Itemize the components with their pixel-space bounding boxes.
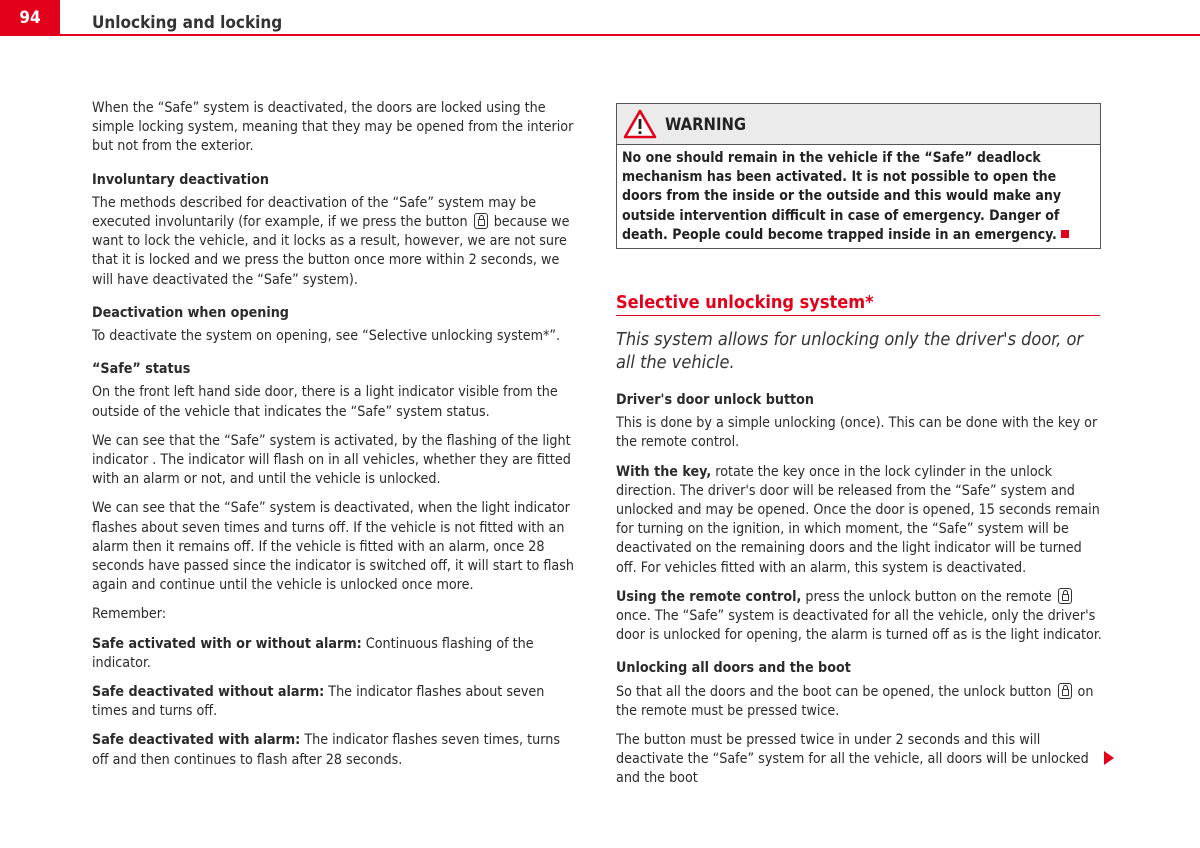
- unlock-button-icon: [1058, 588, 1072, 604]
- heading-safe-status: “Safe” status: [92, 361, 191, 378]
- warning-triangle-icon: [623, 109, 657, 139]
- warning-body: No one should remain in the vehicle if the “Safe” deadlock mechanism has been activated. It is not possible to open the doors from the inside or the outside and this would make any outside intervention difficult in case of emergency. Danger of death. People could become trapped inside in an emergency.: [622, 150, 1062, 243]
- item-alarm-label: Safe deactivated with alarm:: [92, 732, 301, 749]
- unlock-all-start: So that all the doors and the boot can be opened, the unlock button: [616, 683, 1052, 700]
- unlock-button-icon: [1058, 683, 1072, 699]
- warning-text: [617, 145, 1100, 248]
- warning-header: [617, 104, 1100, 145]
- item-no-alarm-text: The indicator flashes about seven times and turns off.: [92, 684, 545, 720]
- paragraph-status-activated: We can see that the “Safe” system is activated, by the flashing of the light indicator . The indicator will flash on in all vehicles, whether they are fitted with an alarm or not, and until the vehicle is unlocked.: [92, 432, 571, 488]
- paragraph-simple-locking: When the “Safe” system is deactivated, the doors are locked using the simple locking system, meaning that they may be opened from the interior but not from the exterior.: [92, 100, 574, 155]
- paragraph-involuntary: [92, 194, 578, 290]
- paragraph-remember: Remember:: [92, 606, 167, 623]
- paragraph-unlock-all: [616, 683, 1102, 721]
- paragraph-press-twice: The button must be pressed twice in under 2 seconds and this will deactivate the “Safe” system for all the vehicle, all doors will be unlocked and the boot: [616, 732, 1089, 787]
- left-column: [92, 99, 578, 780]
- with-key-text: rotate the key once in the lock cylinder in the unlock direction. The driver's door will be released from the “Safe” system and unlocked and may be opened. Once the door is opened, 15 seconds remain for turning on the ignition, in which moment, the “Safe” system will be deactivated on the remaining doors and the light indicator will be turned off. For vehicles fitted with an alarm, this system is deactivated.: [616, 463, 1100, 576]
- remote-text-start: press the unlock button on the remote: [801, 588, 1052, 605]
- item-safe-activated-text: Continuous flashing of the indicator.: [92, 635, 534, 671]
- unlock-all-end: on the remote must be pressed twice.: [616, 683, 1094, 719]
- item-safe-activated-label: Safe activated with or without alarm:: [92, 635, 362, 652]
- paragraph-status-deactivated: We can see that the “Safe” system is deactivated, when the light indicator flashes about seven times and turns off. If the vehicle is not fitted with an alarm then it remains off. If the vehicle is fitted with an alarm, once 28 seconds have passed since the indicator is switched off, it will start to flash again and continue until the vehicle is unlocked once more.: [92, 500, 574, 594]
- item-safe-activated: [92, 635, 578, 673]
- item-no-alarm-label: Safe deactivated without alarm:: [92, 684, 325, 701]
- end-marker-icon: [1061, 230, 1069, 238]
- heading-deactivation-opening: Deactivation when opening: [92, 304, 289, 321]
- item-safe-deactivated-no-alarm: [92, 683, 578, 721]
- warning-box: [616, 103, 1101, 249]
- continue-arrow-icon: [1104, 751, 1114, 765]
- header-rule: [60, 34, 1200, 36]
- paragraph-involuntary-start: The methods described for deactivation of the “Safe” system may be executed involuntarily (for example, if we press the button: [92, 194, 537, 231]
- paragraph-remote-control: [616, 588, 1102, 646]
- heading-unlock-all: Unlocking all doors and the boot: [616, 660, 851, 677]
- paragraph-with-key: [616, 463, 1102, 578]
- section-intro: This system allows for unlocking only the driver's door, or all the vehicle.: [616, 329, 1084, 373]
- right-column: [616, 391, 1102, 799]
- paragraph-involuntary-end: because we want to lock the vehicle, and it locks as a result, however, we are not sure that it is locked and we press the button once more within 2 seconds, we will have deactivated the “Safe” system).: [92, 214, 570, 288]
- page-number: 94: [0, 0, 60, 36]
- with-key-label: With the key,: [616, 463, 712, 480]
- heading-involuntary-deactivation: Involuntary deactivation: [92, 171, 269, 188]
- chapter-title: Unlocking and locking: [92, 13, 283, 33]
- item-safe-deactivated-alarm: [92, 731, 578, 769]
- section-title-selective-unlocking: Selective unlocking system*: [616, 292, 1100, 316]
- lock-button-icon: [474, 213, 488, 229]
- remote-label: Using the remote control,: [616, 588, 802, 605]
- warning-title: WARNING: [665, 114, 747, 134]
- paragraph-driver-door: This is done by a simple unlocking (once). This can be done with the key or the remote control.: [616, 415, 1098, 451]
- item-alarm-text: The indicator flashes seven times, turns off and then continues to flash after 28 seconds.: [92, 732, 560, 768]
- remote-text-end: once. The “Safe” system is deactivated for all the vehicle, only the driver's door is unlocked for opening, the alarm is turned off as is the light indicator.: [616, 608, 1102, 644]
- paragraph-deactivation-opening: To deactivate the system on opening, see “Selective unlocking system*”.: [92, 328, 561, 345]
- paragraph-status-indicator: On the front left hand side door, there is a light indicator visible from the outside of the vehicle that indicates the “Safe” system status.: [92, 384, 558, 420]
- heading-driver-door: Driver's door unlock button: [616, 392, 815, 408]
